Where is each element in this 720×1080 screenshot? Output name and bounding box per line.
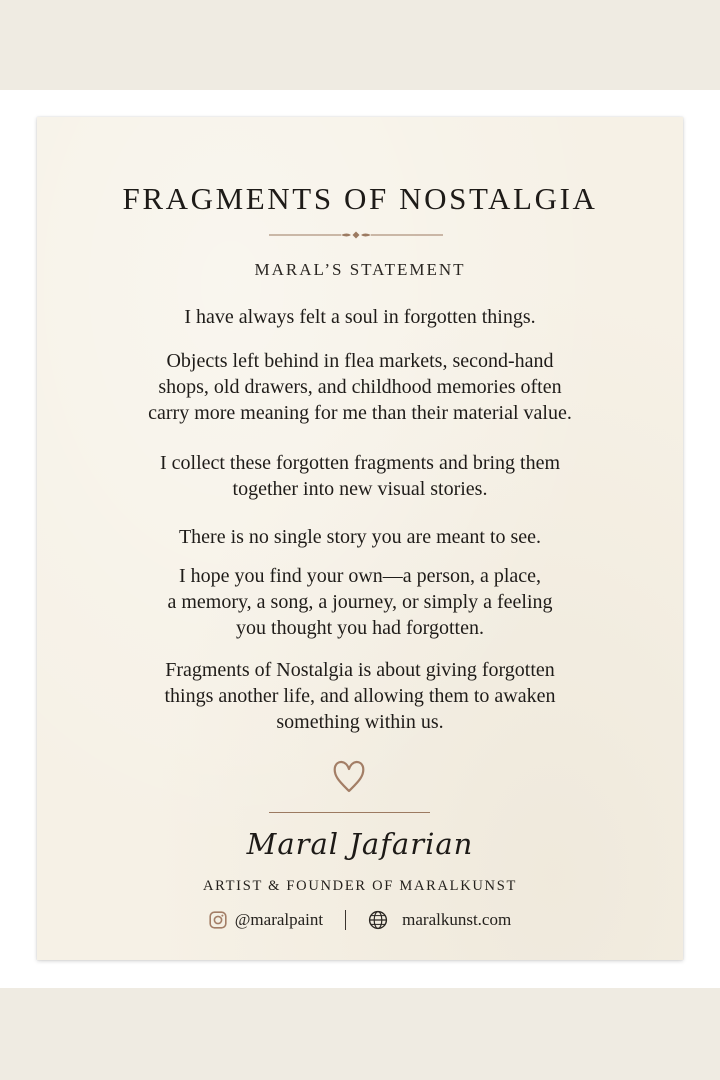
paragraph-line: There is no single story you are meant to see. [178,526,542,548]
paragraph-line: a memory, a song, a journey, or simply a feeling [167,591,553,613]
paragraph-line: Objects left behind in flea markets, second-hand [166,350,554,372]
paragraph [37,304,683,330]
heart-icon [331,757,367,795]
paragraph [37,348,683,426]
statement-subtitle: MARAL’S STATEMENT [254,260,466,279]
paragraph [37,563,683,641]
website-contact[interactable] [368,910,511,930]
paragraph [37,450,683,502]
artist-role: ARTIST & FOUNDER OF MARALKUNST [202,878,518,894]
statement-card [37,117,683,960]
document-title: FRAGMENTS OF NOSTALGIA [122,181,598,216]
instagram-contact[interactable] [209,910,323,930]
paragraph-line: something within us. [276,711,444,733]
contact-separator [345,910,346,930]
ornament-divider-icon [269,230,443,240]
paragraph-line: you thought you had forgotten. [236,617,484,639]
paragraph-line: I collect these forgotten fragments and bring them [159,452,561,474]
paragraph-line: I hope you find your own—a person, a place, [178,565,542,587]
signature: Maral Jafarian [246,827,474,861]
paragraph-line: Fragments of Nostalgia is about giving forgotten [165,659,555,681]
paragraph-line: I have always felt a soul in forgotten things. [184,306,536,328]
website-link[interactable]: maralkunst.com [402,910,512,929]
paragraph [37,657,683,735]
instagram-handle[interactable]: @maralpaint [234,910,324,929]
paragraph [37,524,683,550]
contact-row [37,907,683,933]
paragraph-line: together into new visual stories. [232,478,488,500]
signature-divider [269,812,430,813]
paragraph-line: shops, old drawers, and childhood memories often [158,376,562,398]
instagram-icon [209,911,227,929]
paragraph-line: carry more meaning for me than their material value. [148,402,572,424]
globe-icon [368,910,388,930]
paragraph-line: things another life, and allowing them to awaken [164,685,556,707]
